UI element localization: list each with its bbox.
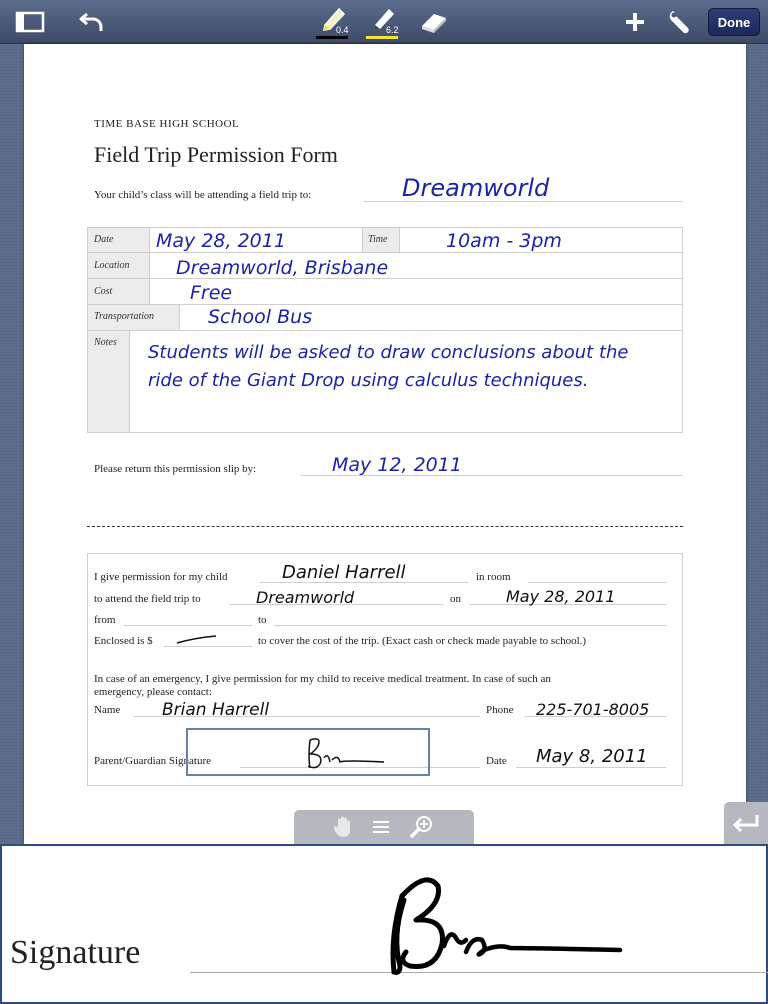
zoom-in-icon[interactable]	[409, 814, 435, 840]
to-label: to	[258, 614, 267, 626]
notes-label: Notes	[94, 337, 117, 348]
pen-tool-button[interactable]	[316, 0, 352, 44]
zoom-writing-panel[interactable]	[0, 844, 768, 1004]
signature-date-label: Date	[486, 755, 507, 767]
enclosed-dash-mark	[174, 634, 220, 646]
row-line	[87, 252, 683, 253]
sidebar-toggle-icon	[15, 11, 45, 33]
menu-lines-icon[interactable]	[372, 820, 390, 834]
enclosed-line	[164, 646, 252, 647]
permission-label: I give permission for my child	[94, 571, 228, 583]
transport-label: Transportation	[94, 311, 155, 322]
emergency-line-2: emergency, please contact:	[94, 686, 212, 698]
return-arrow-icon	[731, 813, 761, 833]
signature-date-value: May 8, 2011	[536, 746, 648, 767]
on-value: May 28, 2011	[506, 587, 616, 606]
cost-value: Free	[190, 282, 233, 304]
location-label: Location	[94, 260, 130, 271]
highlighter-tool-button[interactable]	[366, 0, 402, 44]
hand-icon[interactable]	[333, 816, 353, 838]
signature-thumbnail	[304, 734, 388, 772]
undo-button[interactable]	[72, 0, 112, 44]
to-line	[274, 625, 666, 626]
attend-label: to attend the field trip to	[94, 593, 201, 605]
attending-label: Your child’s class will be attending a field trip to:	[94, 189, 312, 201]
return-label: Please return this permission slip by:	[94, 463, 257, 475]
room-line	[528, 582, 666, 583]
date-value: May 28, 2011	[156, 230, 286, 252]
pen-width-value: 0.4	[336, 25, 349, 35]
from-line	[124, 625, 252, 626]
sidebar-toggle-button[interactable]	[10, 0, 50, 44]
highlighter-color-indicator	[366, 36, 398, 39]
cut-line	[87, 526, 683, 527]
notes-line-1: Students will be asked to draw conclusions about the	[148, 342, 629, 363]
location-value: Dreamworld, Brisbane	[176, 257, 389, 279]
zoom-mini-toolbar	[294, 810, 474, 844]
phone-value: 225-701-8005	[536, 700, 650, 719]
add-button[interactable]	[620, 0, 650, 44]
row-line	[87, 330, 683, 331]
settings-button[interactable]	[664, 0, 698, 44]
cost-label: Cost	[94, 286, 113, 297]
done-button[interactable]: Done	[708, 8, 760, 36]
plus-icon	[624, 11, 646, 33]
emergency-line-1: In case of an emergency, I give permission for my child to receive medical treatment. In case of such an	[94, 673, 551, 685]
pen-color-indicator	[316, 36, 348, 39]
zoom-signature-ink	[380, 866, 630, 986]
form-title: Field Trip Permission Form	[94, 142, 338, 167]
enclosed-label: Enclosed is $	[94, 635, 153, 647]
eraser-tool-button[interactable]	[416, 0, 452, 44]
school-name: TIME BASE HIGH SCHOOL	[94, 118, 240, 130]
return-button[interactable]	[724, 802, 768, 844]
undo-icon	[79, 10, 105, 34]
on-label: on	[450, 593, 461, 605]
signature-label: Parent/Guardian Signature	[94, 755, 211, 767]
attending-value: Dreamworld	[402, 174, 550, 202]
child-name: Daniel Harrell	[282, 562, 406, 583]
in-room-label: in room	[476, 571, 511, 583]
return-value: May 12, 2011	[332, 454, 462, 476]
attend-value: Dreamworld	[256, 588, 355, 607]
name-label: Name	[94, 704, 121, 716]
notes-line-2: ride of the Giant Drop using calculus techniques.	[148, 370, 589, 391]
name-value: Brian Harrell	[162, 700, 270, 720]
highlighter-width-value: 6.2	[386, 25, 399, 35]
from-label: from	[94, 614, 116, 626]
eraser-icon	[418, 10, 450, 34]
time-value: 10am - 3pm	[446, 230, 562, 252]
transport-value: School Bus	[208, 306, 313, 328]
phone-label: Phone	[486, 704, 514, 716]
wrench-icon	[667, 8, 695, 36]
time-label: Time	[368, 234, 388, 245]
date-label: Date	[94, 234, 114, 245]
cover-label: to cover the cost of the trip. (Exact cash or check made payable to school.)	[258, 635, 587, 647]
zoom-signature-label: Signature	[10, 934, 141, 971]
document-page	[24, 44, 746, 844]
date-line	[516, 767, 666, 768]
top-toolbar	[0, 0, 768, 44]
